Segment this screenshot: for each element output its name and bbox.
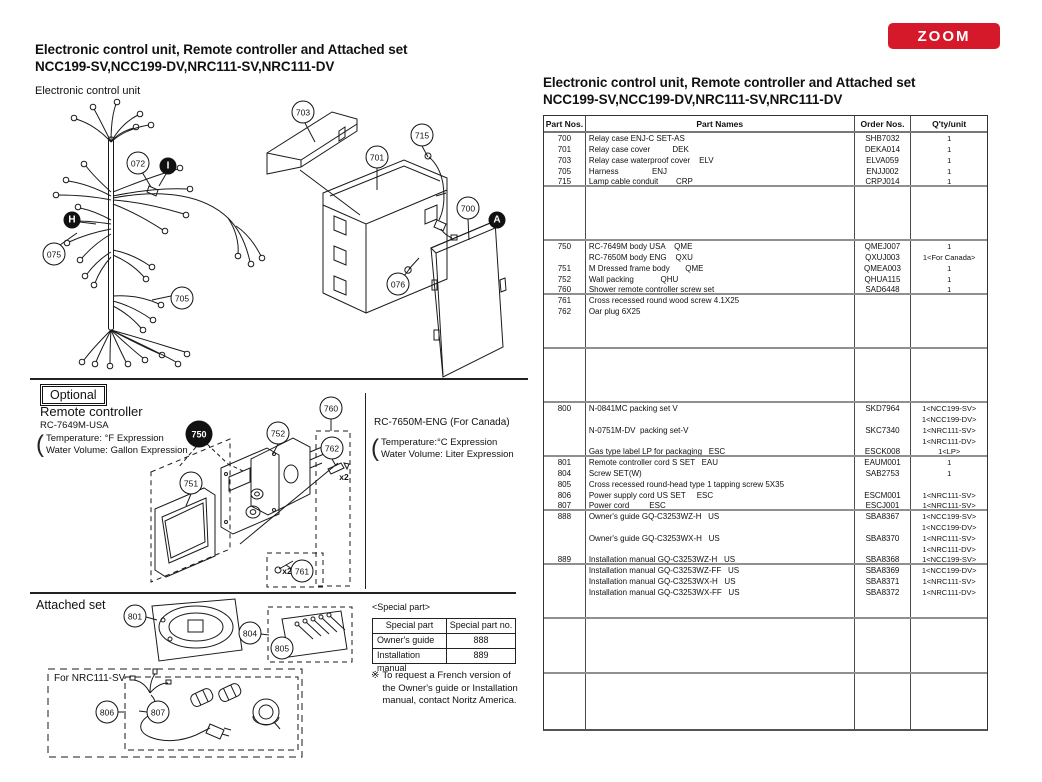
table-row bbox=[544, 252, 987, 263]
french-version-note bbox=[371, 670, 523, 708]
table-row bbox=[544, 403, 987, 414]
table-row bbox=[544, 166, 987, 177]
cell: 1 bbox=[947, 242, 952, 251]
cell bbox=[586, 349, 855, 401]
cell bbox=[855, 479, 912, 490]
cell: 1 bbox=[947, 134, 952, 143]
canada-model: RC-7650M-ENG (For Canada) bbox=[374, 417, 510, 428]
spec-line: Water Volume: Gallon Expression bbox=[46, 445, 188, 456]
cell: 805 bbox=[544, 479, 586, 490]
special-part-row bbox=[373, 633, 515, 648]
cell: 1 bbox=[947, 458, 952, 467]
cell bbox=[544, 674, 586, 729]
cell: SBA8369 bbox=[855, 565, 912, 576]
callout-762: 762 bbox=[321, 437, 344, 460]
cell bbox=[855, 306, 912, 317]
cell: 751 bbox=[544, 263, 586, 274]
cell bbox=[544, 252, 586, 263]
table-row bbox=[544, 306, 987, 317]
cell bbox=[544, 317, 586, 347]
cell: Owner's guide GQ-C3253WZ-H US bbox=[586, 511, 855, 522]
cell: 1 bbox=[947, 285, 952, 293]
cell bbox=[586, 619, 855, 672]
parts-table-header bbox=[544, 116, 987, 133]
table-row bbox=[544, 436, 987, 447]
table-row bbox=[544, 285, 987, 295]
cord-bag bbox=[152, 599, 242, 661]
cell bbox=[911, 479, 987, 490]
cell bbox=[855, 544, 912, 555]
cell: Oar plug 6X25 bbox=[586, 306, 855, 317]
cell: N-0751M-DV packing set-V bbox=[586, 425, 855, 436]
table-row bbox=[544, 447, 987, 457]
table-row bbox=[544, 619, 987, 674]
cell: Installation manual GQ-C3253WZ-H US bbox=[586, 555, 855, 563]
cell bbox=[544, 587, 586, 598]
callout-705: 705 bbox=[171, 287, 194, 310]
cell: 752 bbox=[544, 274, 586, 285]
callout-760: 760 bbox=[320, 397, 343, 420]
cell: 804 bbox=[544, 468, 586, 479]
grommet-part bbox=[253, 699, 280, 729]
cell: ENJJ002 bbox=[855, 166, 912, 177]
cell: SBA8367 bbox=[855, 511, 912, 522]
cell bbox=[855, 414, 912, 425]
cell bbox=[544, 436, 586, 447]
callout-752: 752 bbox=[267, 422, 290, 445]
cell bbox=[586, 674, 855, 729]
special-part-header-row bbox=[373, 619, 515, 633]
cell: QXUJ003 bbox=[855, 252, 912, 263]
cell bbox=[855, 187, 912, 239]
left-title-line1: Electronic control unit, Remote controller and Attached set bbox=[35, 42, 408, 57]
ferrite-cores bbox=[189, 682, 242, 708]
cell: SBA8372 bbox=[855, 587, 912, 598]
cell: QHUA115 bbox=[855, 274, 912, 285]
table-row bbox=[544, 565, 987, 576]
callout-I: I bbox=[160, 158, 177, 175]
power-cord bbox=[130, 669, 231, 741]
cell: RC-7649M body USA QME bbox=[586, 241, 855, 252]
cell: ESCM001 bbox=[855, 490, 912, 501]
table-row bbox=[544, 511, 987, 522]
parts-table bbox=[543, 115, 988, 731]
cell bbox=[544, 187, 586, 239]
quantity-marker: x2 bbox=[282, 566, 292, 576]
cell bbox=[586, 317, 855, 347]
table-row bbox=[544, 133, 987, 144]
cell bbox=[544, 349, 586, 401]
table-row bbox=[544, 501, 987, 511]
cell: 889 bbox=[473, 650, 489, 660]
cell: 888 bbox=[544, 511, 586, 522]
callout-072: 072 bbox=[127, 152, 150, 175]
cell bbox=[544, 576, 586, 587]
cell: 1<NRC111-SV> bbox=[922, 491, 976, 500]
note-line: the Owner's guide or Installation bbox=[382, 682, 518, 694]
cell: 760 bbox=[544, 285, 586, 293]
cell: SBA8368 bbox=[855, 555, 912, 563]
cell: N-0841MC packing set V bbox=[586, 403, 855, 414]
cell bbox=[544, 565, 586, 576]
table-row bbox=[544, 349, 987, 403]
cell: Installation manual GQ-C3253WX-H US bbox=[586, 576, 855, 587]
spec-line: Temperature: °F Expression bbox=[46, 432, 164, 444]
table-row bbox=[544, 187, 987, 241]
cell: Owner's guide bbox=[373, 634, 447, 648]
left-subtitle: Electronic control unit bbox=[35, 85, 141, 97]
cell: Installation manual GQ-C3253WX-FF US bbox=[586, 587, 855, 598]
cell: QMEA003 bbox=[855, 263, 912, 274]
cell: Wall packing QHU bbox=[586, 274, 855, 285]
paren: ( bbox=[371, 435, 379, 462]
table-row bbox=[544, 544, 987, 555]
cell bbox=[855, 522, 912, 533]
cell: Power supply cord US SET ESC bbox=[586, 490, 855, 501]
cell: Owner's guide GQ-C3253WX-H US bbox=[586, 533, 855, 544]
table-row bbox=[544, 576, 987, 587]
cell: 1<NRC111-DV> bbox=[922, 588, 976, 597]
cell: Cross recessed round-head type 1 tapping screw 5X35 bbox=[586, 479, 855, 490]
cell: 705 bbox=[544, 166, 586, 177]
cell: SHB7032 bbox=[855, 133, 912, 144]
cell: 750 bbox=[544, 241, 586, 252]
cell bbox=[544, 447, 586, 455]
cell: Relay case ENJ-C SET-AS bbox=[586, 133, 855, 144]
table-row bbox=[544, 522, 987, 533]
table-row bbox=[544, 425, 987, 436]
cell bbox=[855, 598, 912, 617]
table-row bbox=[544, 468, 987, 479]
cell: Remote controller cord S SET EAU bbox=[586, 457, 855, 468]
cell: Gas type label LP for packaging ESC bbox=[586, 447, 855, 455]
cell: SAB2753 bbox=[855, 468, 912, 479]
cell: 1<NCC199-SV> bbox=[922, 555, 977, 563]
special-part-table bbox=[372, 618, 516, 673]
cell: 1 bbox=[947, 275, 952, 284]
table-row bbox=[544, 457, 987, 468]
callout-076: 076 bbox=[387, 273, 410, 296]
cell: 807 bbox=[544, 501, 586, 509]
cell: 806 bbox=[544, 490, 586, 501]
cell: Screw SET(W) bbox=[586, 468, 855, 479]
note-line: manual, contact Noritz America. bbox=[382, 695, 517, 706]
table-row bbox=[544, 414, 987, 425]
right-title-line2: NCC199-SV,NCC199-DV,NRC111-SV,NRC111-DV bbox=[543, 92, 843, 107]
cell: 1<NRC111-SV> bbox=[922, 501, 976, 509]
cell: 1 bbox=[947, 167, 952, 176]
cell: Relay case waterproof cover ELV bbox=[586, 155, 855, 166]
cell: 1 bbox=[947, 177, 952, 185]
cell: RC-7650M body ENG QXU bbox=[586, 252, 855, 263]
cell bbox=[586, 522, 855, 533]
cell: EAUM001 bbox=[855, 457, 912, 468]
cell: DEKA014 bbox=[855, 144, 912, 155]
cell: SBA8370 bbox=[855, 533, 912, 544]
cell: ESCJ001 bbox=[855, 501, 912, 509]
callout-715: 715 bbox=[411, 124, 434, 147]
cell: 1<LP> bbox=[938, 447, 961, 455]
cell: 715 bbox=[544, 177, 586, 185]
table-row bbox=[544, 674, 987, 729]
cell bbox=[544, 425, 586, 436]
remote-controller-model: RC-7649M-USA bbox=[40, 420, 109, 431]
optional-box-label: Optional bbox=[40, 384, 107, 406]
callout-H: H bbox=[64, 212, 81, 229]
cell: 1<NCC199-SV> bbox=[922, 512, 977, 521]
table-row bbox=[544, 295, 987, 306]
cell: 1<For Canada> bbox=[922, 253, 976, 262]
cell bbox=[911, 187, 987, 239]
table-row bbox=[544, 317, 987, 349]
cell: 800 bbox=[544, 403, 586, 414]
col-header-order-nos: Order Nos. bbox=[855, 116, 912, 131]
paren: ( bbox=[36, 431, 44, 458]
cell: Installation manual bbox=[373, 649, 447, 663]
cell: SAD6448 bbox=[855, 285, 912, 293]
cell: 1 bbox=[947, 145, 952, 154]
cell: 888 bbox=[473, 635, 489, 645]
cell: 700 bbox=[544, 133, 586, 144]
cell: SKD7964 bbox=[855, 403, 912, 414]
cell: 1<NCC199-DV> bbox=[921, 415, 977, 424]
callout-806: 806 bbox=[96, 701, 119, 724]
cell: 701 bbox=[544, 144, 586, 155]
callout-075: 075 bbox=[43, 243, 66, 266]
table-row bbox=[544, 598, 987, 619]
col-header-part-names: Part Names bbox=[586, 116, 855, 131]
table-row bbox=[544, 155, 987, 166]
right-title-line1: Electronic control unit, Remote controller and Attached set bbox=[543, 75, 916, 90]
cell: Cross recessed round wood screw 4.1X25 bbox=[586, 295, 855, 306]
special-part-caption: <Special part> bbox=[372, 602, 431, 612]
cell: 1<NCC199-SV> bbox=[922, 404, 977, 413]
table-row bbox=[544, 144, 987, 155]
cell: 889 bbox=[544, 555, 586, 563]
cell: Installation manual GQ-C3253WZ-FF US bbox=[586, 565, 855, 576]
quantity-marker: x2 bbox=[339, 472, 349, 482]
cell: QMEJ007 bbox=[855, 241, 912, 252]
cell bbox=[855, 619, 912, 672]
cell: 1<NRC111-DV> bbox=[922, 437, 976, 446]
table-row bbox=[544, 555, 987, 565]
callout-805: 805 bbox=[271, 637, 294, 660]
special-part-no-header: Special part no. bbox=[449, 620, 513, 630]
special-part-header: Special part bbox=[373, 619, 447, 633]
table-row bbox=[544, 177, 987, 187]
cell: 1<NRC111-SV> bbox=[922, 534, 976, 543]
spec-line: Water Volume: Liter Expression bbox=[381, 449, 514, 460]
cell bbox=[911, 349, 987, 401]
remote-controller-heading: Remote controller bbox=[40, 404, 143, 419]
table-row bbox=[544, 533, 987, 544]
cell bbox=[544, 619, 586, 672]
col-header-part-nos: Part Nos. bbox=[544, 116, 586, 131]
right-title bbox=[543, 74, 915, 108]
cell bbox=[586, 414, 855, 425]
cell: 1<NRC111-SV> bbox=[922, 426, 976, 435]
cell bbox=[544, 544, 586, 555]
cell bbox=[586, 544, 855, 555]
cell bbox=[855, 674, 912, 729]
table-row bbox=[544, 490, 987, 501]
cell: Relay case cover DEK bbox=[586, 144, 855, 155]
cell bbox=[911, 598, 987, 617]
cell bbox=[911, 306, 987, 317]
cell bbox=[911, 295, 987, 306]
cell bbox=[855, 295, 912, 306]
cell: 1 bbox=[947, 469, 952, 478]
cell: 1 bbox=[947, 264, 952, 273]
table-row bbox=[544, 263, 987, 274]
reference-mark: ※ bbox=[371, 670, 380, 681]
callout-804: 804 bbox=[239, 622, 262, 645]
cell bbox=[855, 436, 912, 447]
cell: Lamp cable conduit CRP bbox=[586, 177, 855, 185]
cell bbox=[586, 598, 855, 617]
cell: CRPJ014 bbox=[855, 177, 912, 185]
left-title-line2: NCC199-SV,NCC199-DV,NRC111-SV,NRC111-DV bbox=[35, 59, 335, 74]
cell bbox=[911, 317, 987, 347]
cell bbox=[544, 522, 586, 533]
table-row bbox=[544, 274, 987, 285]
callout-700: 700 bbox=[457, 197, 480, 220]
cell bbox=[586, 436, 855, 447]
cell: 703 bbox=[544, 155, 586, 166]
cell: 801 bbox=[544, 457, 586, 468]
callout-703: 703 bbox=[292, 101, 315, 124]
special-part-row bbox=[373, 648, 515, 673]
cell: 1 bbox=[947, 156, 952, 165]
cell bbox=[855, 349, 912, 401]
spec-line: Temperature:°C Expression bbox=[381, 436, 498, 448]
table-row bbox=[544, 587, 987, 598]
cell: M Dressed frame body QME bbox=[586, 263, 855, 274]
cell bbox=[544, 598, 586, 617]
cell: SKC7340 bbox=[855, 425, 912, 436]
for-nrc111-label: For NRC111-SV bbox=[54, 673, 126, 684]
cell: 761 bbox=[544, 295, 586, 306]
note-line: To request a French version of bbox=[382, 670, 511, 681]
callout-807: 807 bbox=[147, 701, 170, 724]
cell bbox=[911, 674, 987, 729]
cell: Power cord ESC bbox=[586, 501, 855, 509]
attached-set-heading: Attached set bbox=[36, 598, 106, 612]
cell bbox=[911, 619, 987, 672]
cell: 1<NCC199-DV> bbox=[921, 566, 977, 575]
callout-750: 750 bbox=[186, 421, 213, 448]
cell: 1<NCC199-DV> bbox=[921, 523, 977, 532]
col-header-qty: Q'ty/unit bbox=[932, 119, 967, 129]
table-row bbox=[544, 241, 987, 252]
cell: 1<NRC111-SV> bbox=[922, 577, 976, 586]
zoom-button[interactable]: ZOOM bbox=[888, 23, 1000, 49]
callout-A: A bbox=[489, 212, 506, 229]
cell bbox=[586, 187, 855, 239]
cell bbox=[855, 317, 912, 347]
callout-751: 751 bbox=[180, 472, 203, 495]
callout-801: 801 bbox=[124, 605, 147, 628]
callout-761: 761 bbox=[291, 560, 314, 583]
parts-table-body bbox=[544, 133, 987, 729]
cell: ELVA059 bbox=[855, 155, 912, 166]
cell: 762 bbox=[544, 306, 586, 317]
cell: 1<NRC111-DV> bbox=[922, 545, 976, 554]
table-row bbox=[544, 479, 987, 490]
cell bbox=[544, 533, 586, 544]
cell: ESCK008 bbox=[855, 447, 912, 455]
cell bbox=[544, 414, 586, 425]
callout-701: 701 bbox=[366, 146, 389, 169]
cell: Harness ENJ bbox=[586, 166, 855, 177]
cell: Shower remote controller screw set bbox=[586, 285, 855, 293]
cell: SBA8371 bbox=[855, 576, 912, 587]
